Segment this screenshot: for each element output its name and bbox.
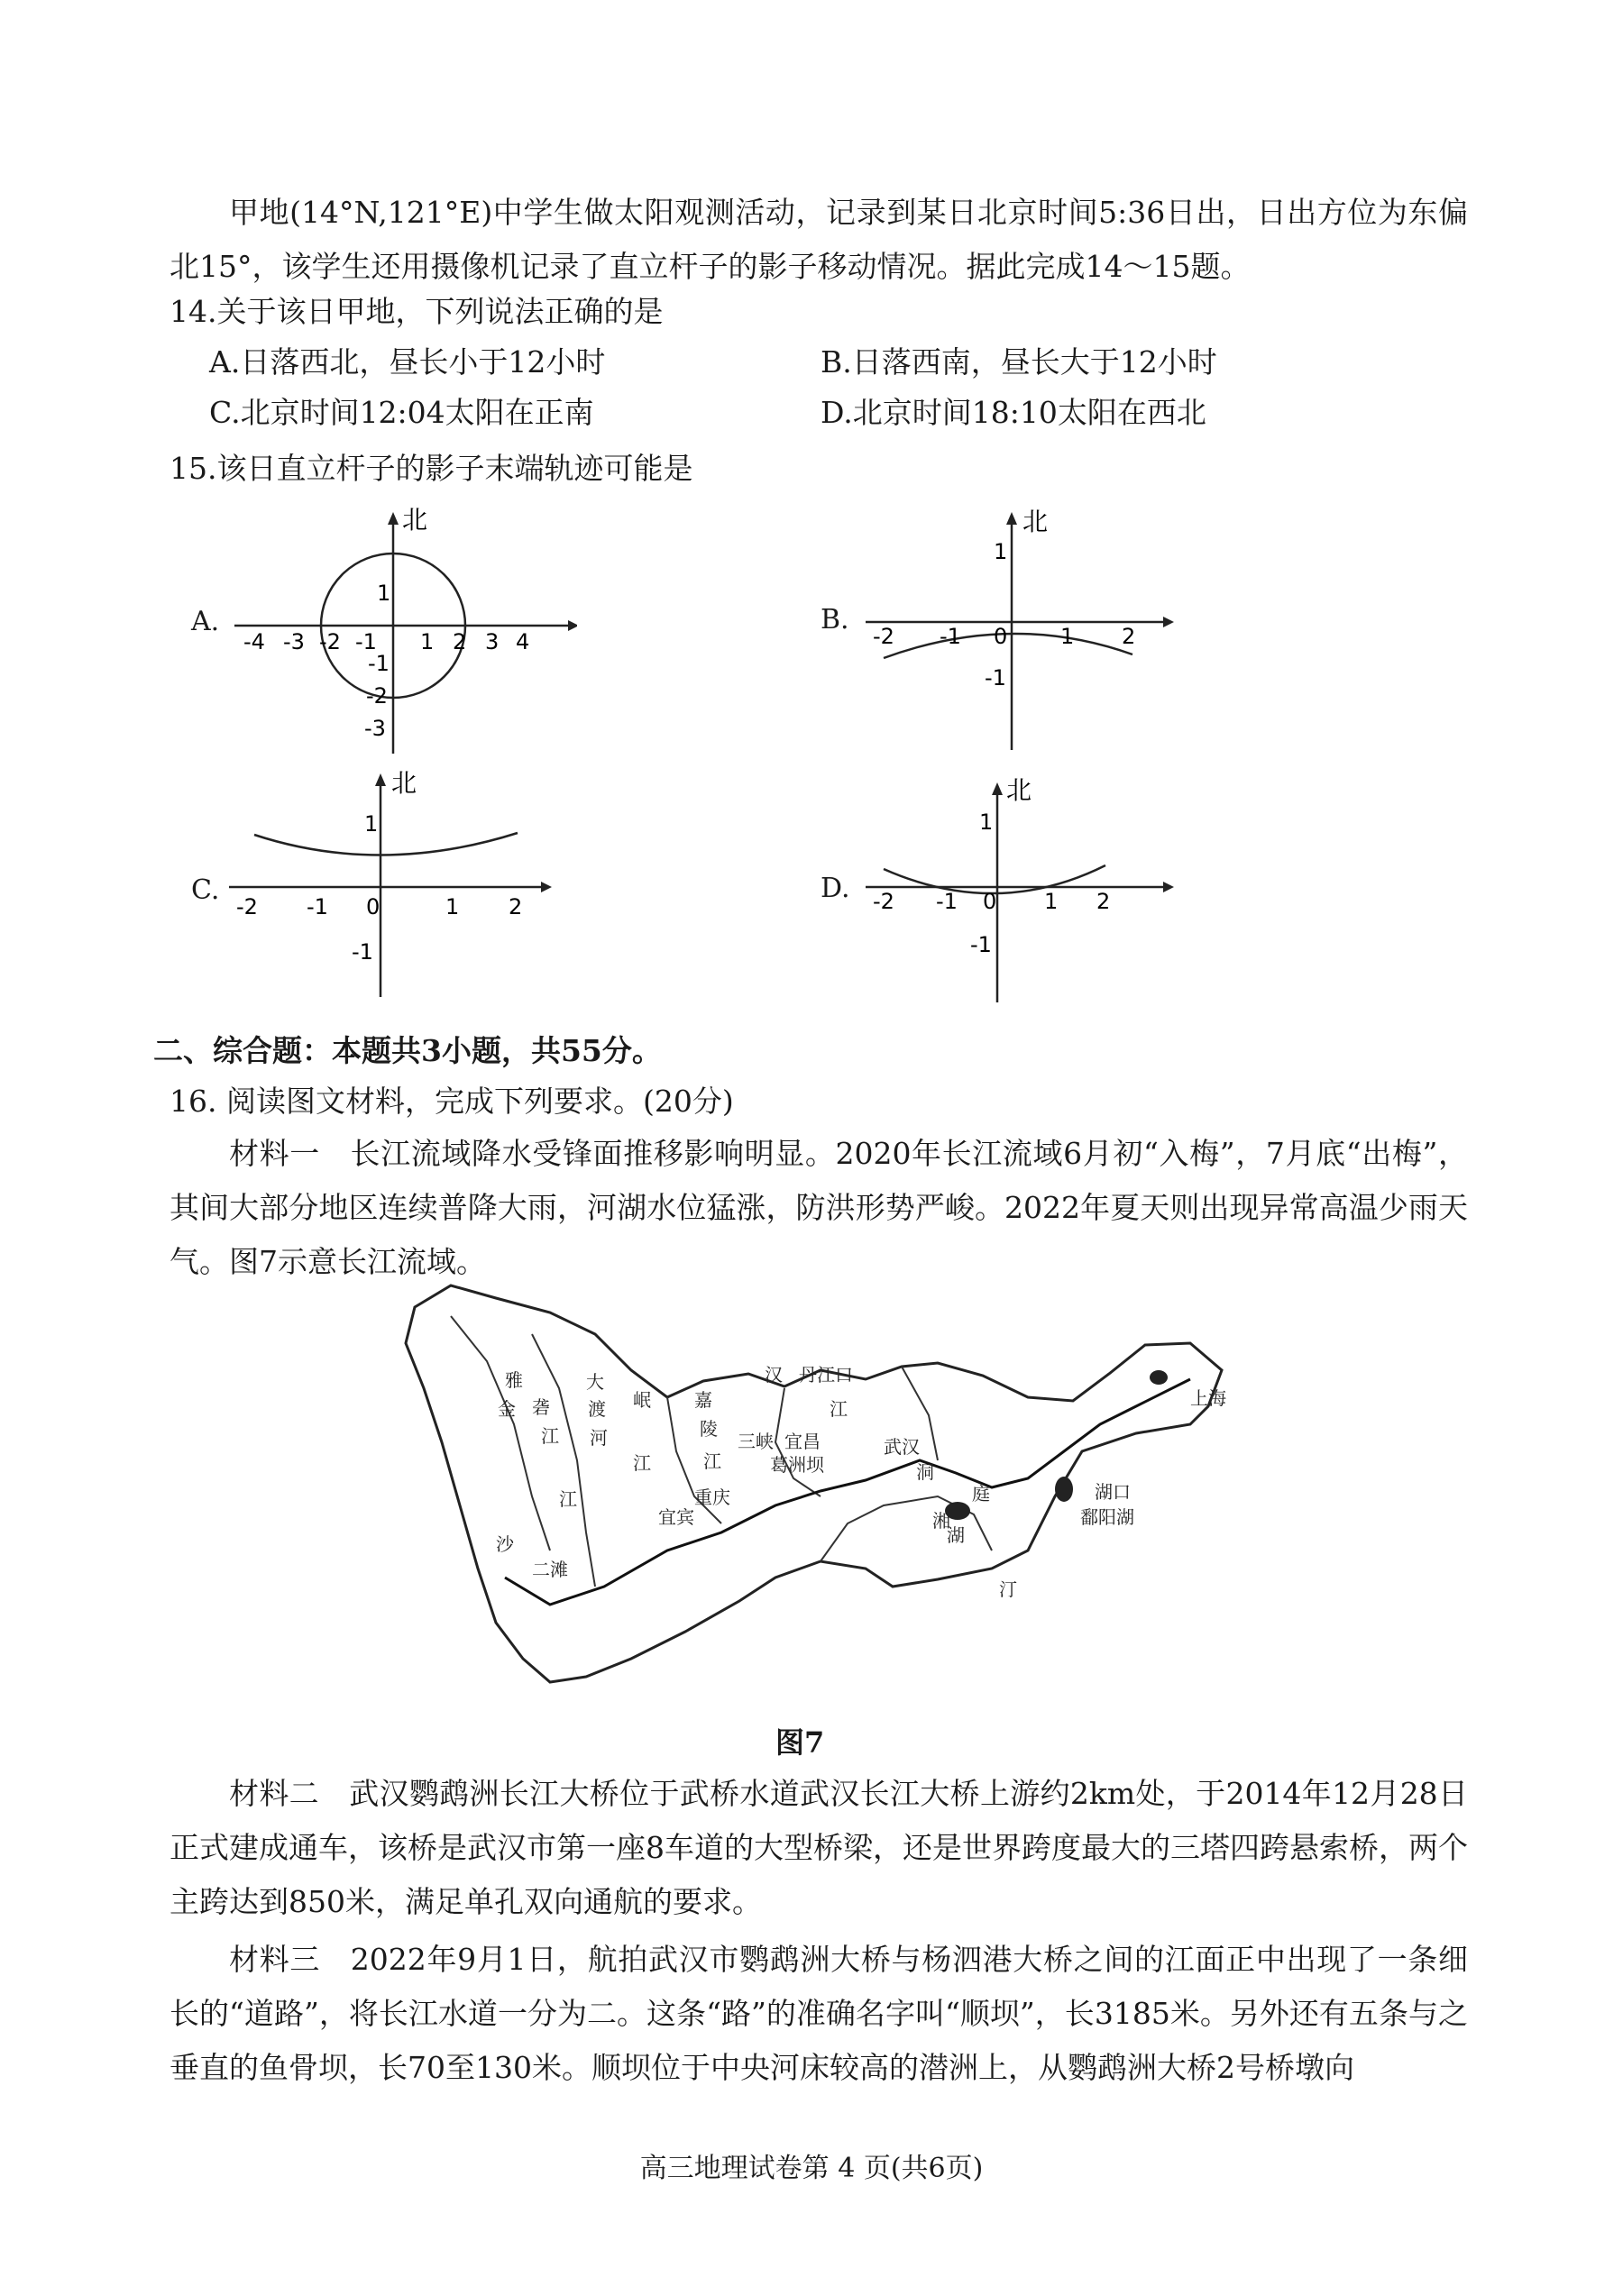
material-2: 材料二 武汉鹦鹉洲长江大桥位于武桥水道武汉长江大桥上游约2km处，于2014年12月28日正式建成通车，该桥是武汉市第一座8车道的大型桥梁，还是世界跨度最大的三塔四跨悬索桥，两个主跨达到850米，满足单孔双向通航的要求。 xyxy=(170,1776,1468,1919)
svg-text:2: 2 xyxy=(1122,624,1136,649)
svg-text:0: 0 xyxy=(994,624,1008,649)
svg-text:1: 1 xyxy=(377,581,391,606)
q15-label-a: A. xyxy=(191,606,220,637)
svg-text:渡: 渡 xyxy=(588,1398,606,1420)
q15-diagram-d xyxy=(857,775,1181,1010)
svg-text:丹江口: 丹江口 xyxy=(799,1364,853,1386)
north-label-b: 北 xyxy=(1022,507,1049,536)
q14-option-d: D.北京时间18:10太阳在西北 xyxy=(821,395,1206,430)
svg-text:三峡: 三峡 xyxy=(738,1431,774,1452)
intro-paragraph: 甲地(14°N,121°E)中学生做太阳观测活动，记录到某日北京时间5:36日出，日出方位为东偏北15°，该学生还用摄像机记录了直立杆子的影子移动情况。据此完成14～15题。 xyxy=(170,195,1468,284)
svg-text:-1: -1 xyxy=(352,939,373,965)
svg-text:1: 1 xyxy=(979,810,994,835)
page-footer: 高三地理试卷第 4 页(共6页) xyxy=(639,2153,984,2184)
q15-diagram-a xyxy=(216,505,577,757)
svg-text:1: 1 xyxy=(994,539,1008,564)
svg-text:2: 2 xyxy=(1096,889,1111,914)
svg-text:砻: 砻 xyxy=(532,1396,550,1418)
q14-option-a: A.日落西北，昼长小于12小时 xyxy=(209,344,606,380)
svg-text:0: 0 xyxy=(983,889,997,914)
svg-text:1: 1 xyxy=(445,894,460,919)
svg-text:大: 大 xyxy=(586,1371,604,1393)
svg-text:-3: -3 xyxy=(283,629,305,654)
q15-label-d: D. xyxy=(821,873,850,904)
q14-stem: 14.关于该日甲地，下列说法正确的是 xyxy=(170,294,664,329)
svg-text:-1: -1 xyxy=(936,889,958,914)
north-label-d: 北 xyxy=(1006,775,1032,805)
svg-text:沙: 沙 xyxy=(496,1533,514,1555)
north-label-a: 北 xyxy=(402,505,428,535)
svg-text:嘉: 嘉 xyxy=(694,1389,712,1411)
svg-text:鄱阳湖: 鄱阳湖 xyxy=(1080,1506,1134,1528)
yangtze-basin-map xyxy=(397,1280,1244,1704)
svg-text:3: 3 xyxy=(485,629,500,654)
svg-text:1: 1 xyxy=(1060,624,1075,649)
svg-text:-1: -1 xyxy=(368,651,390,676)
svg-text:-3: -3 xyxy=(364,716,386,741)
section-2-heading: 二、综合题：本题共3小题，共55分。 xyxy=(153,1033,662,1068)
svg-text:-2: -2 xyxy=(873,889,894,914)
svg-text:-1: -1 xyxy=(355,629,377,654)
svg-text:陵: 陵 xyxy=(700,1418,718,1440)
q15-label-b: B. xyxy=(821,604,849,636)
svg-text:湖: 湖 xyxy=(947,1524,965,1546)
svg-text:江: 江 xyxy=(559,1488,577,1510)
q15-diagram-b xyxy=(857,505,1181,757)
svg-text:庭: 庭 xyxy=(972,1483,990,1505)
svg-text:河: 河 xyxy=(590,1427,608,1449)
svg-text:二滩: 二滩 xyxy=(532,1559,568,1580)
material-3: 材料三 2022年9月1日，航拍武汉市鹦鹉洲大桥与杨泗港大桥之间的江面正中出现了一条细长的“道路”，将长江水道一分为二。这条“路”的准确名字叫“顺坝”，长3185米。另外还有五条与之垂直的鱼骨坝，长70至130米。顺坝位于中央河床较高的潜洲上，从鹦鹉洲大桥2号桥墩向 xyxy=(170,1942,1468,2085)
svg-text:江: 江 xyxy=(633,1452,651,1474)
material-1: 材料一 长江流域降水受锋面推移影响明显。2020年长江流域6月初“入梅”，7月底“出梅”，其间大部分地区连续普降大雨，河湖水位猛涨，防洪形势严峻。2022年夏天则出现异常高温少雨天气。图7示意长江流域。 xyxy=(170,1136,1468,1279)
svg-text:-1: -1 xyxy=(307,894,328,919)
svg-text:葛洲坝: 葛洲坝 xyxy=(770,1454,824,1476)
svg-text:重庆: 重庆 xyxy=(694,1486,730,1508)
svg-text:1: 1 xyxy=(364,811,379,837)
q15-diagram-c xyxy=(216,766,559,1001)
q14-option-c: C.北京时间12:04太阳在正南 xyxy=(209,395,594,430)
svg-text:-1: -1 xyxy=(985,665,1006,691)
svg-text:洞: 洞 xyxy=(916,1461,934,1483)
svg-text:汀: 汀 xyxy=(999,1578,1017,1600)
svg-text:岷: 岷 xyxy=(633,1389,651,1411)
q15-stem: 15.该日直立杆子的影子末端轨迹可能是 xyxy=(170,451,693,486)
svg-text:宜宾: 宜宾 xyxy=(658,1506,694,1528)
svg-text:1: 1 xyxy=(1044,889,1059,914)
svg-text:-2: -2 xyxy=(873,624,894,649)
svg-text:湖口: 湖口 xyxy=(1095,1481,1131,1503)
svg-text:-1: -1 xyxy=(970,932,992,957)
q15-label-c: C. xyxy=(191,874,220,906)
svg-text:宜昌: 宜昌 xyxy=(784,1431,821,1452)
svg-text:-4: -4 xyxy=(243,629,265,654)
svg-text:江: 江 xyxy=(541,1425,559,1447)
svg-text:汉: 汉 xyxy=(765,1364,783,1386)
svg-text:雅: 雅 xyxy=(505,1369,523,1391)
svg-text:2: 2 xyxy=(509,894,523,919)
svg-text:0: 0 xyxy=(366,894,381,919)
figure-7-caption: 图7 xyxy=(775,1725,825,1760)
svg-text:-1: -1 xyxy=(940,624,961,649)
svg-text:-2: -2 xyxy=(319,629,341,654)
svg-text:江: 江 xyxy=(703,1450,721,1472)
svg-text:上海: 上海 xyxy=(1190,1387,1226,1409)
svg-text:-2: -2 xyxy=(366,683,388,709)
svg-text:湘: 湘 xyxy=(932,1510,950,1532)
north-label-c: 北 xyxy=(391,768,417,798)
svg-text:1: 1 xyxy=(420,629,435,654)
svg-text:-2: -2 xyxy=(236,894,258,919)
svg-text:武汉: 武汉 xyxy=(884,1436,920,1458)
svg-text:4: 4 xyxy=(516,629,530,654)
q14-option-b: B.日落西南，昼长大于12小时 xyxy=(821,344,1217,380)
svg-text:2: 2 xyxy=(453,629,467,654)
svg-text:金: 金 xyxy=(498,1398,516,1420)
q16-stem: 16. 阅读图文材料，完成下列要求。(20分) xyxy=(170,1084,734,1119)
svg-text:江: 江 xyxy=(830,1398,848,1420)
